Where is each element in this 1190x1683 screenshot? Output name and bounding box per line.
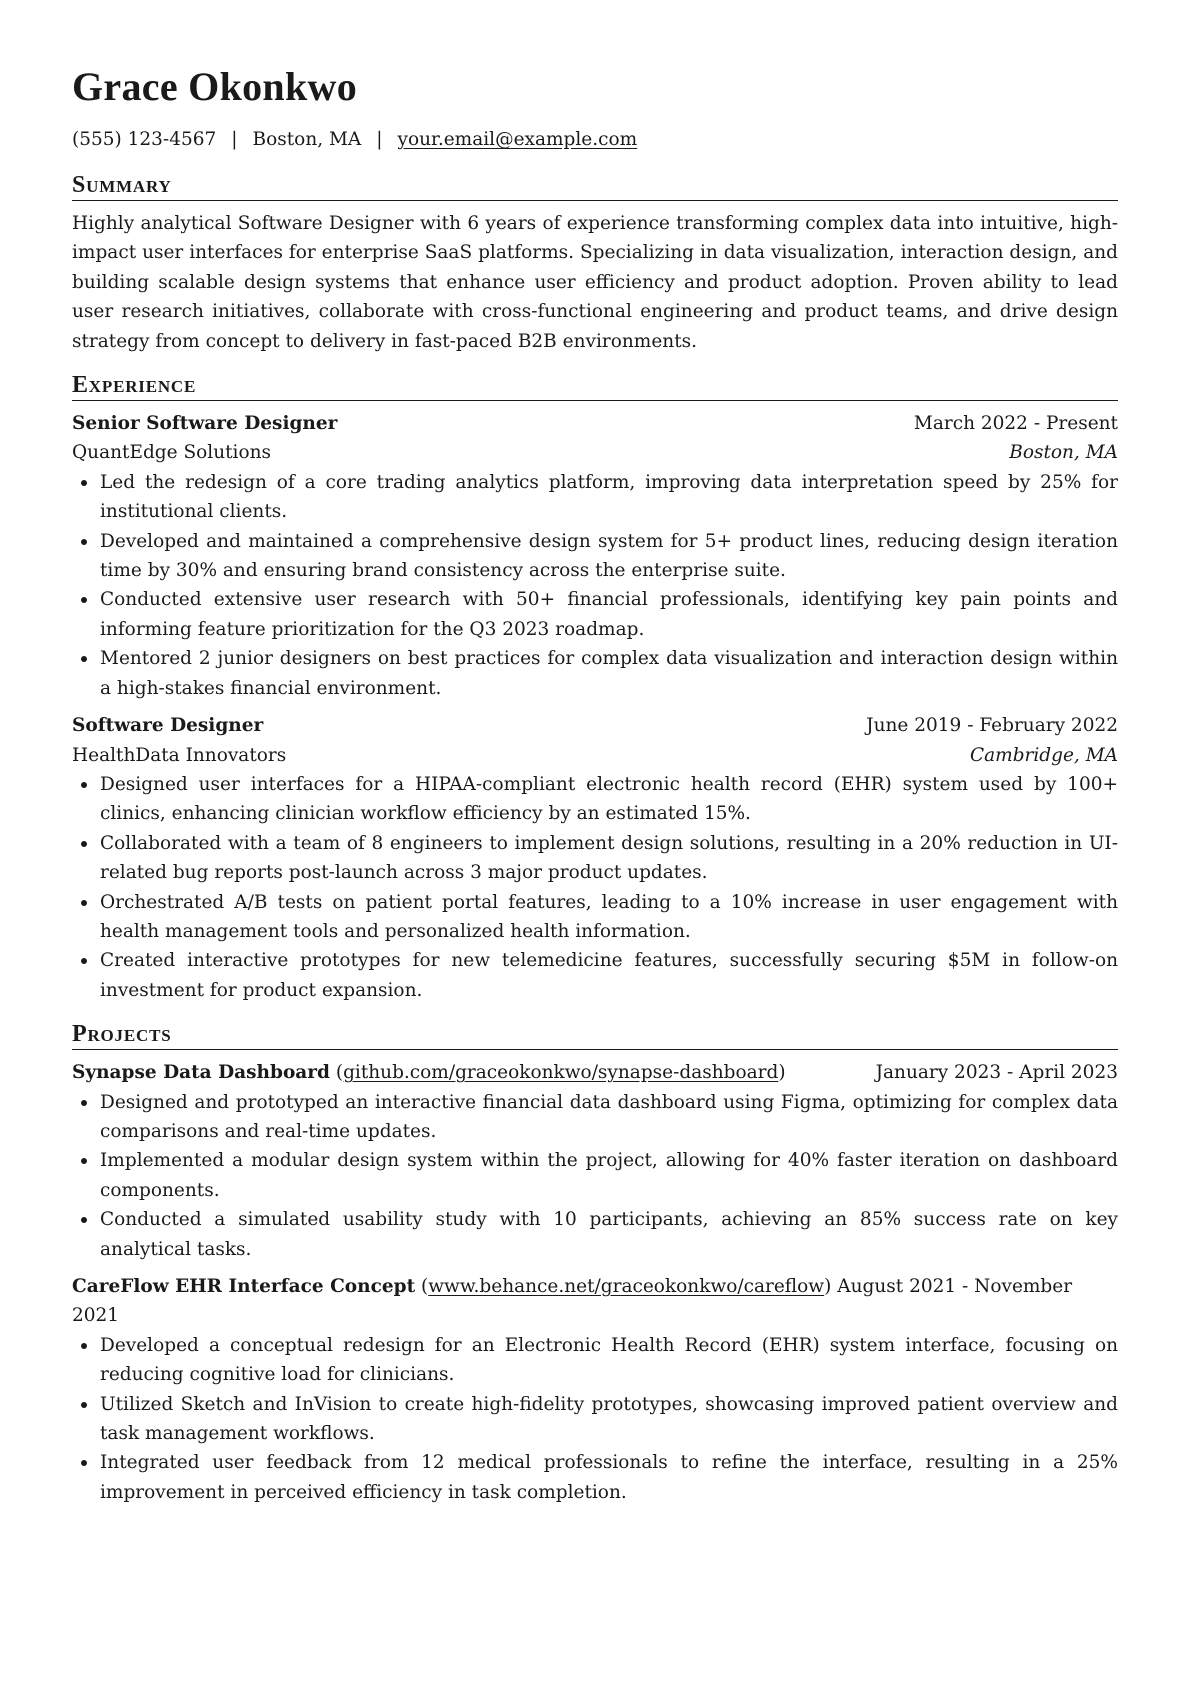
summary-text: Highly analytical Software Designer with 6 years of experience transforming complex data into intuitive, high-impact user interfaces for enterprise SaaS platforms. Specializing in data visualization, interaction design, and building scalable design systems that enhance user efficiency and product adoption. Proven ability to lead user research initiatives, collaborate with cross-functional engineering and product teams, and drive design strategy from concept to delivery in fast-paced B2B environments.: [72, 213, 1118, 352]
phone-number: (555) 123-4567: [72, 129, 217, 150]
candidate-name: Grace Okonkwo: [72, 64, 358, 109]
list-item: Developed and maintained a comprehensive design system for 5+ product lines, reducing design iteration time by 30% and ensuring brand consistency across the enterprise suite.: [72, 527, 1118, 586]
project-header: Synapse Data Dashboard (github.com/graceokonkwo/synapse-dashboard) January 2023 - April 2023: [72, 1058, 1118, 1087]
job-location: Cambridge, MA: [969, 744, 1118, 766]
list-item: Conducted a simulated usability study with 10 participants, achieving an 85% success rate on key analytical tasks.: [72, 1205, 1118, 1264]
project-entry: [72, 1272, 1118, 1507]
job-dates: June 2019 - February 2022: [866, 715, 1118, 737]
job-subheader: [72, 438, 1118, 467]
section-title-projects: Projects: [72, 1019, 1118, 1050]
job-role: Software Designer: [72, 715, 264, 737]
list-item: Collaborated with a team of 8 engineers to implement design solutions, resulting in a 20% reduction in UI-related bug reports post-launch across 3 major product updates.: [72, 829, 1118, 888]
project-dates: August 2021 - November 2021: [72, 1276, 1073, 1327]
list-item: Utilized Sketch and InVision to create high-fidelity prototypes, showcasing improved patient overview and task management workflows.: [72, 1390, 1118, 1449]
list-item: Designed and prototyped an interactive financial data dashboard using Figma, optimizing for complex data comparisons and real-time updates.: [72, 1088, 1118, 1147]
job-dates: March 2022 - Present: [913, 413, 1118, 435]
list-item: Led the redesign of a core trading analytics platform, improving data interpretation speed by 25% for institutional clients.: [72, 468, 1118, 527]
list-item: Developed a conceptual redesign for an Electronic Health Record (EHR) system interface, focusing on reducing cognitive load for clinicians.: [72, 1331, 1118, 1390]
separator: |: [376, 129, 383, 150]
project-link[interactable]: github.com/graceokonkwo/synapse-dashboard: [343, 1062, 779, 1084]
list-item: Designed user interfaces for a HIPAA-compliant electronic health record (EHR) system used by 100+ clinics, enhancing clinician workflow efficiency by an estimated 15%.: [72, 770, 1118, 829]
job-company: QuantEdge Solutions: [72, 442, 272, 464]
section-title-experience: Experience: [72, 370, 1118, 401]
email-link[interactable]: your.email@example.com: [397, 129, 638, 150]
project-header: CareFlow EHR Interface Concept (www.behance.net/graceokonkwo/careflow) August 2021 - November 2021: [72, 1276, 1073, 1327]
summary-section: [72, 170, 1118, 356]
list-item: Mentored 2 junior designers on best practices for complex data visualization and interaction design within a high-stakes financial environment.: [72, 644, 1118, 703]
job-company: HealthData Innovators: [72, 744, 287, 766]
job-location: Boston, MA: [1009, 442, 1118, 464]
job-entry: [72, 711, 1118, 1005]
location: Boston, MA: [252, 129, 362, 150]
project-bullets: [72, 1331, 1118, 1507]
projects-section: [72, 1019, 1118, 1507]
separator: |: [231, 129, 238, 150]
job-bullets: [72, 468, 1118, 703]
experience-section: [72, 370, 1118, 1005]
list-item: Created interactive prototypes for new telemedicine features, successfully securing $5M in follow-on investment for product expansion.: [72, 946, 1118, 1005]
project-link[interactable]: www.behance.net/graceokonkwo/careflow: [428, 1276, 825, 1297]
list-item: Implemented a modular design system within the project, allowing for 40% faster iteration on dashboard components.: [72, 1146, 1118, 1205]
contact-line: [72, 128, 1118, 152]
job-subheader: [72, 741, 1118, 770]
list-item: Conducted extensive user research with 50+ financial professionals, identifying key pain points and informing feature prioritization for the Q3 2023 roadmap.: [72, 585, 1118, 644]
job-header: [72, 711, 1118, 740]
list-item: Integrated user feedback from 12 medical professionals to refine the interface, resulting in a 25% improvement in perceived efficiency in task completion.: [72, 1448, 1118, 1507]
project-name: CareFlow EHR Interface Concept: [72, 1276, 416, 1297]
job-bullets: [72, 770, 1118, 1005]
project-bullets: [72, 1088, 1118, 1264]
list-item: Orchestrated A/B tests on patient portal features, leading to a 10% increase in user engagement with health management tools and personalized health information.: [72, 888, 1118, 947]
job-role: Senior Software Designer: [72, 413, 338, 435]
job-header: [72, 409, 1118, 438]
project-entry: [72, 1058, 1118, 1264]
section-title-summary: Summary: [72, 170, 1118, 201]
project-dates: January 2023 - April 2023: [875, 1062, 1118, 1084]
project-name: Synapse Data Dashboard: [72, 1062, 330, 1084]
job-entry: [72, 409, 1118, 703]
